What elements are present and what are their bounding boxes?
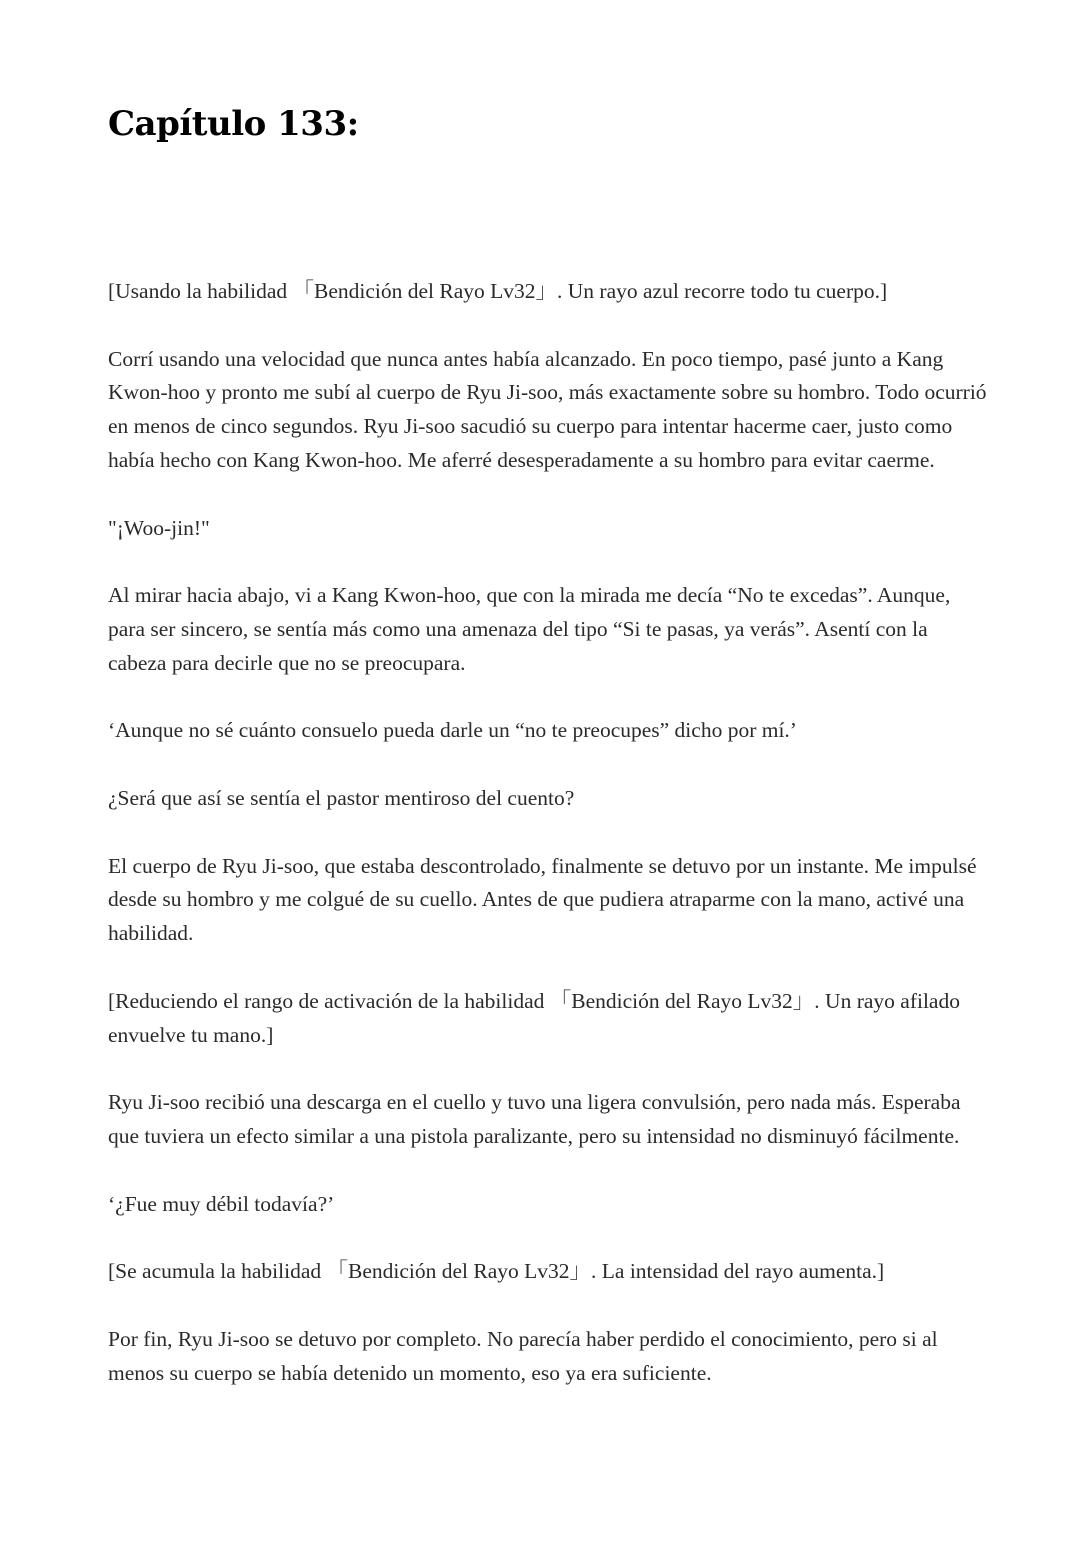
- paragraph: El cuerpo de Ryu Ji-soo, que estaba descontrolado, finalmente se detuvo por un instante. Me impulsé desde su hombro y me colgué de su cuello. Antes de que pudiera atraparme con la mano, activé una habilidad.: [108, 853, 977, 946]
- paragraph-system-message: [Se acumula la habilidad 「Bendición del Rayo Lv32」. La intensidad del rayo aumenta.]: [108, 1259, 885, 1284]
- paragraph-system-message: [Usando la habilidad 「Bendición del Rayo Lv32」. Un rayo azul recorre todo tu cuerpo.]: [108, 279, 888, 303]
- paragraph-thought: ‘¿Fue muy débil todavía?’: [108, 1191, 335, 1216]
- paragraph-thought: ‘Aunque no sé cuánto consuelo pueda darle un “no te preocupes” dicho por mí.’: [108, 718, 797, 743]
- chapter-body: [108, 275, 988, 1424]
- paragraph-system-message: [Reduciendo el rango de activación de la habilidad 「Bendición del Rayo Lv32」. Un rayo afilado envuelve tu mano.]: [108, 988, 960, 1047]
- paragraph: Corrí usando una velocidad que nunca antes había alcanzado. En poco tiempo, pasé junto a Kang Kwon-hoo y pronto me subí al cuerpo de Ryu Ji-soo, más exactamente sobre su hombro. Todo ocurrió en menos de cinco segundos. Ryu Ji-soo sacudió su cuerpo para intentar hacerme caer, justo como había hecho con Kang Kwon-hoo. Me aferré desesperadamente a su hombro para evitar caerme.: [108, 346, 987, 472]
- paragraph: Por fin, Ryu Ji-soo se detuvo por completo. No parecía haber perdido el conocimiento, pero si al menos su cuerpo se había detenido un momento, eso ya era suficiente.: [108, 1326, 938, 1385]
- chapter-title: Capítulo 133:: [108, 104, 359, 144]
- paragraph: ¿Será que así se sentía el pastor mentiroso del cuento?: [108, 785, 575, 810]
- paragraph: Al mirar hacia abajo, vi a Kang Kwon-hoo, que con la mirada me decía “No te excedas”. Aunque, para ser sincero, se sentía más como una amenaza del tipo “Si te pasas, ya verás”. Asentí con la cabeza para decirle que no se preocupara.: [108, 583, 951, 675]
- paragraph-dialogue: "¡Woo-jin!": [108, 515, 210, 540]
- paragraph: Ryu Ji-soo recibió una descarga en el cuello y tuvo una ligera convulsión, pero nada más. Esperaba que tuviera un efecto similar a una pistola paralizante, pero su intensidad no disminuyó fácilmente.: [108, 1090, 961, 1148]
